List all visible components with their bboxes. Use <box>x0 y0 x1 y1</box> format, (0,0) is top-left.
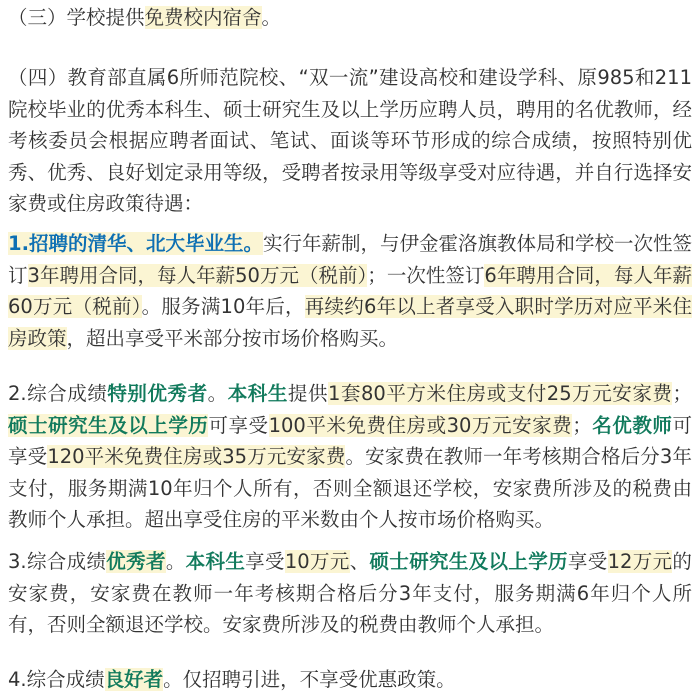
item-2-sep-2: ； <box>672 382 692 405</box>
paragraph-item-4 <box>8 664 692 696</box>
item-3-sep-1: 。 <box>165 550 186 573</box>
item-2-text-rest: 。安家费在教师一年考核期合格后分3年支付，服务期满10年归个人所有，否则全额退还学校，安家费所涉及的税费由教师个人承担。超出享受住房的平米数由个人按市场价格购买。 <box>8 445 692 531</box>
item-2-provide: 提供 <box>287 382 328 405</box>
item-1-highlight-renew: 再续约6年以上者享受入职时学历对应平米住房政策 <box>8 295 692 350</box>
item-2-highlight-master: 100平米免费住房或30万元安家费 <box>268 413 573 437</box>
item-2-prefix: 2.综合成绩 <box>8 382 108 405</box>
item-1-heading: 1.招聘的清华、北大毕业生。 <box>8 232 263 255</box>
item-1-text-b: ；一次性签订 <box>367 263 485 287</box>
item-2-master: 硕士研究生及以上学历 <box>8 413 209 437</box>
paragraph-item-2 <box>8 378 692 536</box>
item-2-enjoy-1: 可享受 <box>208 413 269 437</box>
item-3-undergrad: 本科生 <box>185 550 246 573</box>
paragraph-4-intro: （四）教育部直属6所师范院校、“双一流”建设高校和建设学科、原985和211院校毕业的优秀本科生、硕士研究生及以上学历应聘人员，聘用的名优教师，经考核委员会根据应聘者面试、笔试、面谈等环节形成的综合成绩，按照特别优秀、优秀、良好划定录用等级，受聘者按录用等级享受对应待遇，并自行选择安家费或住房政策待遇： <box>8 66 692 215</box>
item-3-grade: 优秀者 <box>106 550 166 573</box>
item-4-text-rest: 。仅招聘引进，不享受优惠政策。 <box>163 668 456 691</box>
item-3-enjoy-1: 享受 <box>245 550 285 573</box>
item-3-enjoy-2: 享受 <box>567 550 608 573</box>
p1-text-3: 。 <box>261 6 282 29</box>
item-3-highlight-10w: 10万元 <box>284 550 350 573</box>
p1-highlight-free-dorm: 免费校内宿舍 <box>144 6 262 29</box>
item-1-text-a: 实行年薪制，与伊金霍洛旗教体局和学校一次性签订 <box>8 232 692 287</box>
item-1-text-c: 。服务满10年后， <box>141 295 305 318</box>
item-2-highlight-teacher: 120平米免费住房或35万元安家费 <box>47 445 346 468</box>
item-3-highlight-12w: 12万元 <box>607 550 673 573</box>
item-2-highlight-undergrad: 1套80平方米住房或支付25万元安家费 <box>328 382 673 405</box>
item-2-grade: 特别优秀者 <box>107 382 208 405</box>
item-1-highlight-3yr: 3年聘用合同，每人年薪50万元（税前） <box>27 263 368 287</box>
item-1-text-d: ，超出享受平米部分按市场价格购买。 <box>66 326 399 350</box>
item-4-grade: 良好者 <box>104 668 164 691</box>
item-1-highlight-6yr: 6年聘用合同，每人年薪60万元（税前） <box>8 263 692 318</box>
item-2-sep-1: 。 <box>207 382 228 405</box>
p1-text-1: （三）学校提供 <box>8 6 145 29</box>
item-2-enjoy-2: 可享受 <box>8 413 692 468</box>
item-3-prefix: 3.综合成绩 <box>8 550 107 573</box>
paragraph-item-3 <box>8 546 692 641</box>
item-2-sep-3: ； <box>572 413 592 437</box>
item-3-sep-2: 、 <box>349 550 370 573</box>
item-2-undergrad: 本科生 <box>227 382 288 405</box>
item-4-prefix: 4.综合成绩 <box>8 668 105 691</box>
item-3-text-rest: 的安家费，安家费在教师一年考核期合格后分3年支付，服务期满6年归个人所有，否则全额退还学校。安家费所涉及的税费由教师个人承担。 <box>8 550 692 636</box>
item-3-master: 硕士研究生及以上学历 <box>369 550 568 573</box>
paragraph-item-1 <box>8 228 692 354</box>
paragraph-3-dormitory <box>8 2 692 34</box>
item-2-famous-teacher: 名优教师 <box>591 413 673 437</box>
